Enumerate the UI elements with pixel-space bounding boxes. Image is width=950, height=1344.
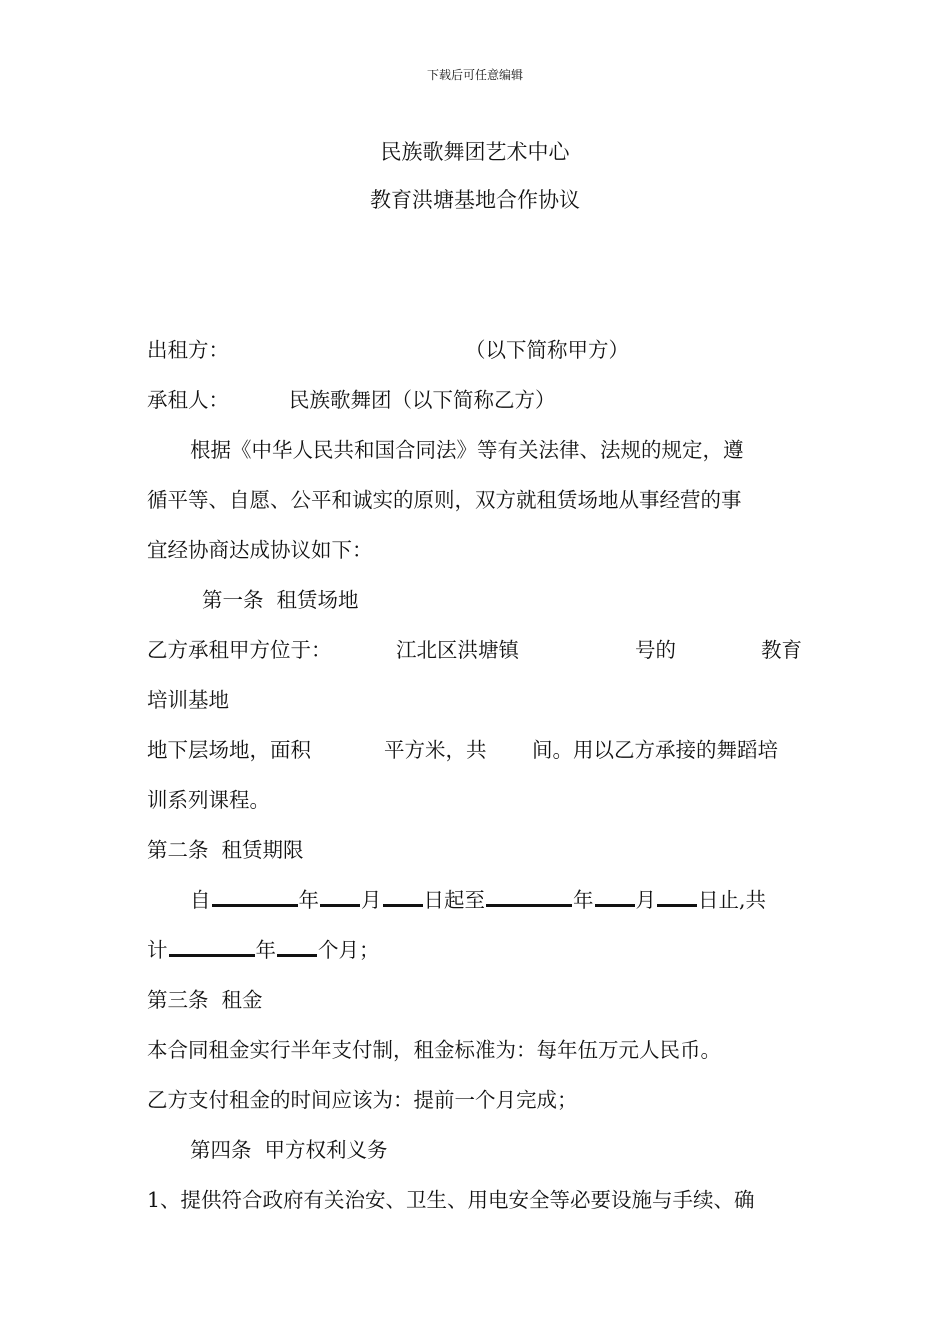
end-day-blank[interactable] (657, 903, 697, 907)
lessee-label: 承租人： (147, 388, 229, 412)
start-day-blank[interactable] (383, 903, 423, 907)
article-3-line-2: 乙方支付租金的时间应该为：提前一个月完成； (147, 1088, 578, 1112)
months-word: 个月； (318, 938, 380, 962)
lessor-label: 出租方： (147, 338, 229, 362)
day-to-word: 日起至 (423, 888, 485, 912)
end-year-blank[interactable] (486, 903, 572, 907)
article-1-line-4: 训系列课程。 (147, 788, 270, 812)
day-end-word: 日止,共 (698, 888, 767, 912)
from-word: 自 (190, 888, 211, 912)
article-2-line-2 (147, 940, 380, 961)
start-year-blank[interactable] (212, 903, 298, 907)
intro-line-2: 循平等、自愿、公平和诚实的原则，双方就租赁场地从事经营的事 (147, 488, 742, 512)
lessor-suffix: （以下简称甲方） (465, 338, 629, 362)
article-3-line-1: 本合同租金实行半年支付制，租金标准为：每年伍万元人民币。 (147, 1038, 721, 1062)
location-district: 江北区洪塘镇 (396, 638, 519, 662)
end-month-blank[interactable] (595, 903, 635, 907)
article-3-title: 第三条 租金 (147, 988, 263, 1012)
title-line-1: 民族歌舞团艺术中心 (380, 140, 570, 164)
article-4-line-1: 1、提供符合政府有关治安、卫生、用电安全等必要设施与手续、确 (147, 1188, 755, 1212)
total-years-blank[interactable] (169, 953, 255, 957)
article-1-line-2: 培训基地 (147, 688, 229, 712)
rooms-purpose: 间。用以乙方承接的舞蹈培 (532, 738, 778, 762)
area-label: 地下层场地，面积 (147, 738, 311, 762)
month-word: 月 (361, 888, 382, 912)
title-line-2: 教育洪塘基地合作协议 (370, 188, 580, 212)
page-header: 下载后可任意编辑 (426, 68, 523, 82)
intro-line-3: 宜经协商达成协议如下： (147, 538, 373, 562)
start-month-blank[interactable] (320, 903, 360, 907)
intro-line-1: 根据《中华人民共和国合同法》等有关法律、法规的规定，遵 (190, 438, 744, 462)
area-unit: 平方米，共 (384, 738, 487, 762)
lessor-line (147, 338, 629, 362)
total-word: 计 (147, 938, 168, 962)
location-number-suffix: 号的 (635, 638, 676, 662)
location-label: 乙方承租甲方位于： (147, 638, 332, 662)
year-word-3: 年 (255, 938, 276, 962)
article-1-title: 第一条 租赁场地 (202, 588, 359, 612)
year-word-2: 年 (573, 888, 594, 912)
lessee-line (147, 388, 556, 412)
year-word: 年 (298, 888, 319, 912)
article-4-title: 第四条 甲方权利义务 (190, 1138, 388, 1162)
location-type: 教育 (761, 638, 802, 662)
lessee-name: 民族歌舞团（以下简称乙方） (289, 388, 556, 412)
article-2-line-1 (190, 890, 766, 911)
article-1-line-1 (147, 638, 802, 662)
article-2-title: 第二条 租赁期限 (147, 838, 304, 862)
article-1-line-3 (147, 738, 778, 762)
month-word-2: 月 (635, 888, 656, 912)
total-months-blank[interactable] (277, 953, 317, 957)
